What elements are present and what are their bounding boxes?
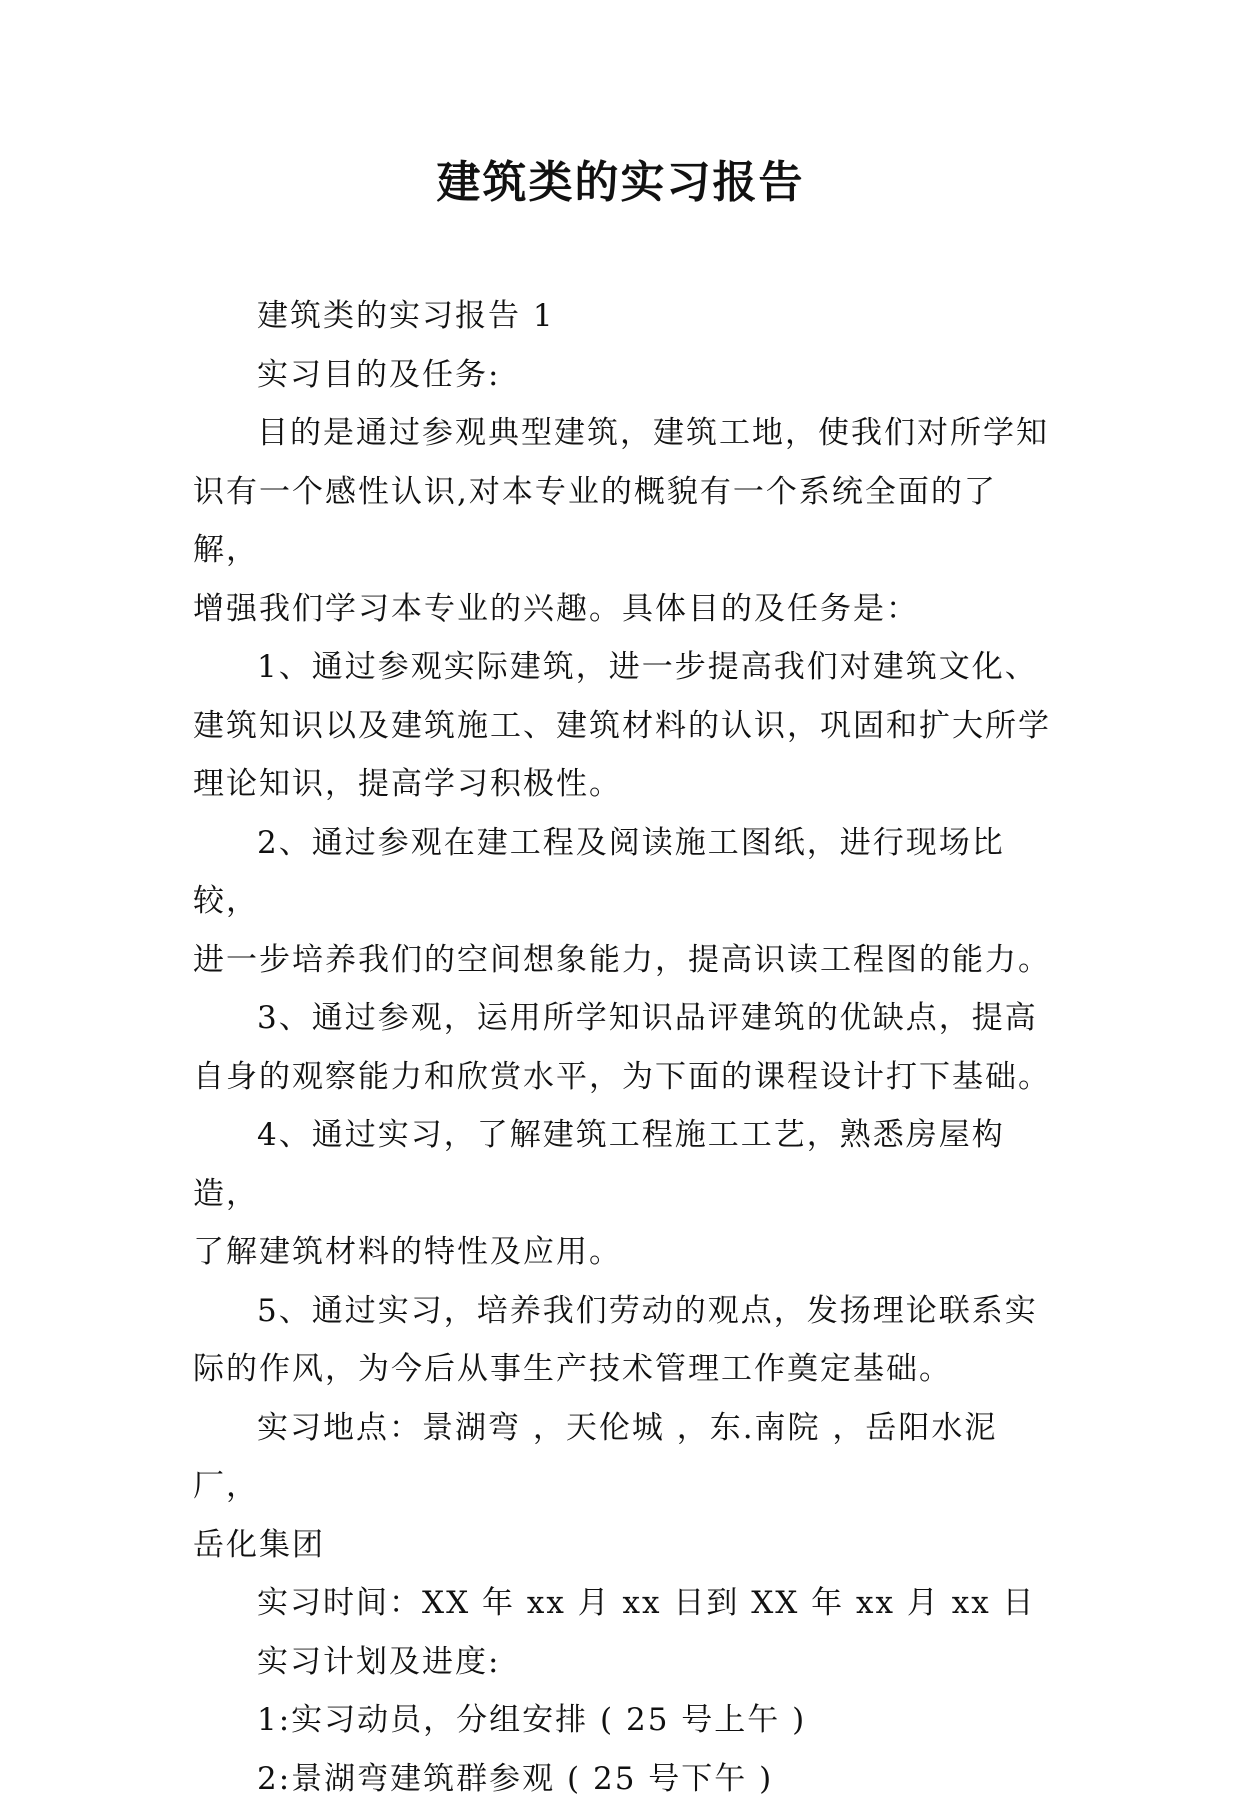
paragraph-task-2: 2、通过参观在建工程及阅读施工图纸，进行现场比较， 进一步培养我们的空间想象能力，提高识读工程图的能力。 [193,814,1053,990]
paragraph-purpose-heading: 实习目的及任务: [193,346,1053,405]
paragraph-report-heading: 建筑类的实习报告 1 [193,287,1053,346]
paragraph-purpose: 目的是通过参观典型建筑，建筑工地，使我们对所学知 识有一个感性认识,对本专业的概貌有一个系统全面的了解， 增强我们学习本专业的兴趣。具体目的及任务是： [193,404,1053,638]
paragraph-plan-item-2: 2:景湖弯建筑群参观 ( 25 号下午 ) [193,1750,1053,1808]
paragraph-location: 实习地点：景湖弯 ，天伦城 ，东.南院 ，岳阳水泥厂， 岳化集团 [193,1399,1053,1575]
paragraph-time: 实习时间：XX 年 xx 月 xx 日到 XX 年 xx 月 xx 日 [193,1574,1053,1633]
paragraph-plan-item-1: 1:实习动员，分组安排 ( 25 号上午 ) [193,1691,1053,1750]
paragraph-task-5: 5、通过实习，培养我们劳动的观点，发扬理论联系实 际的作风，为今后从事生产技术管理工作奠定基础。 [193,1282,1053,1399]
paragraph-plan-heading: 实习计划及进度: [193,1633,1053,1692]
document-body [193,287,1053,1808]
document-title: 建筑类的实习报告 [0,150,1241,216]
paragraph-task-1: 1、通过参观实际建筑，进一步提高我们对建筑文化、 建筑知识以及建筑施工、建筑材料的认识，巩固和扩大所学 理论知识，提高学习积极性。 [193,638,1053,814]
paragraph-task-4: 4、通过实习，了解建筑工程施工工艺，熟悉房屋构造， 了解建筑材料的特性及应用。 [193,1106,1053,1282]
paragraph-task-3: 3、通过参观，运用所学知识品评建筑的优缺点，提高 自身的观察能力和欣赏水平，为下面的课程设计打下基础。 [193,989,1053,1106]
